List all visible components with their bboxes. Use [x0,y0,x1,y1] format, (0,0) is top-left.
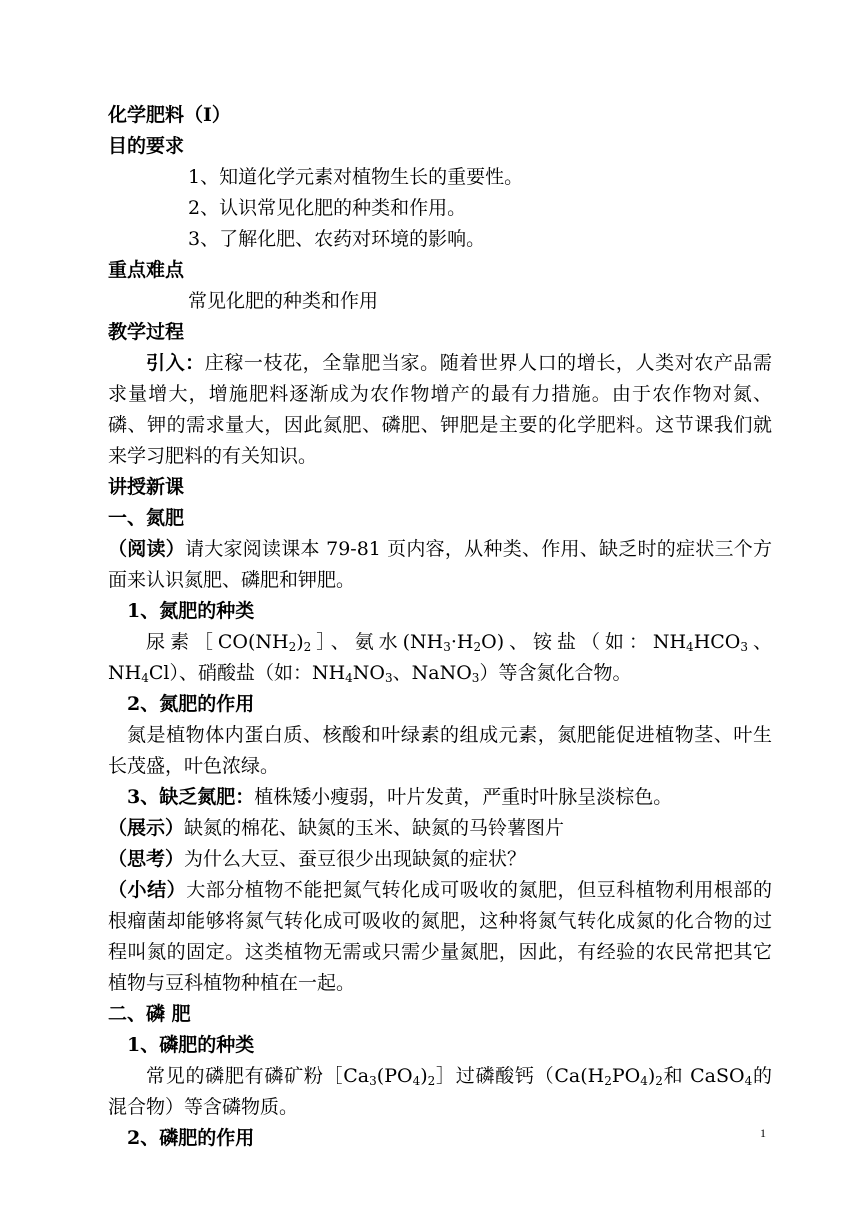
intro-text: 庄稼一枝花，全靠肥当家。随着世界人口的增长，人类对农产品需求量增大，增施肥料逐渐成为农作物增产的最有力措施。由于农作物对氮、磷、钾的需求量大，因此氮肥、磷肥、钾肥是主要的化学肥料。这节课我们就来学习肥料的有关知识。 [108,352,772,467]
section2-heading: 二、磷 肥 [108,1003,191,1025]
goal-item-3: 3、了解化肥、农药对环境的影响。 [188,228,486,250]
section1-heading: 一、氮肥 [108,507,185,529]
document-page [108,100,772,1154]
summary-label: （小结） [108,879,187,901]
p-types-heading: 1、磷肥的种类 [127,1034,255,1056]
p-role-heading: 2、磷肥的作用 [127,1127,255,1149]
n-types-heading: 1、氮肥的种类 [127,600,255,622]
page-number: 1 [760,1126,766,1140]
think-line: （思考）为什么大豆、蚕豆很少出现缺氮的症状？ [108,848,527,870]
goal-item-1: 1、知道化学元素对植物生长的重要性。 [188,166,524,188]
goals-heading: 目的要求 [108,135,185,157]
summary-text: 大部分植物不能把氮气转化成可吸收的氮肥，但豆科植物利用根部的根瘤菌却能够将氮气转化成可吸收的氮肥，这种将氮气转化成氮的化合物的过程叫氮的固定。这类植物无需或只需少量氮肥，因此，有经验的农民常把其它植物与豆科植物种植在一起。 [108,879,772,994]
intro-label: 引入： [146,352,205,374]
n-types-paragraph: 尿素$[CO(NH_2)_2]$、氨水$(NH_3\cdot H_2O)$、铵盐（如：$NH_4HCO_3$、$NH_4Cl$）、硝酸盐（如：$NH_4NO_3$、NaNO$_3$）等含氮化合物。 [108,631,772,685]
process-heading: 教学过程 [108,321,185,343]
show-line: （展示）缺氮的棉花、缺氮的玉米、缺氮的马铃薯图片 [108,817,565,839]
summary-paragraph [108,875,772,999]
reading-label: （阅读） [108,538,186,560]
n-lack-line [108,782,772,813]
reading-text: 请大家阅读课本 79-81 页内容，从种类、作用、缺乏时的症状三个方面来认识氮肥、磷肥和钾肥。 [108,538,772,591]
p-types-paragraph: 常见的磷肥有磷矿粉$[Ca_3(PO_4)_2]$过磷酸钙（$Ca(H_2PO_4)_2$和 CaSO$_4$的混合物）等含磷物质。 [108,1065,772,1118]
n-role-paragraph: 氮是植物体内蛋白质、核酸和叶绿素的组成元素，氮肥能促进植物茎、叶生长茂盛，叶色浓绿。 [108,724,772,777]
intro-paragraph [108,348,772,472]
new-lesson-heading: 讲授新课 [108,476,185,498]
goal-item-2: 2、认识常见化肥的种类和作用。 [188,197,467,219]
reading-paragraph [108,534,772,596]
n-lack-text: 植株矮小瘦弱，叶片发黄，严重时叶脉呈淡棕色。 [254,786,673,808]
key-heading: 重点难点 [108,259,185,281]
document-title: 化学肥料（Ⅰ） [108,104,231,126]
n-lack-label: 3、缺乏氮肥： [127,786,255,808]
key-text: 常见化肥的种类和作用 [188,290,379,312]
n-role-heading: 2、氮肥的作用 [127,693,255,715]
